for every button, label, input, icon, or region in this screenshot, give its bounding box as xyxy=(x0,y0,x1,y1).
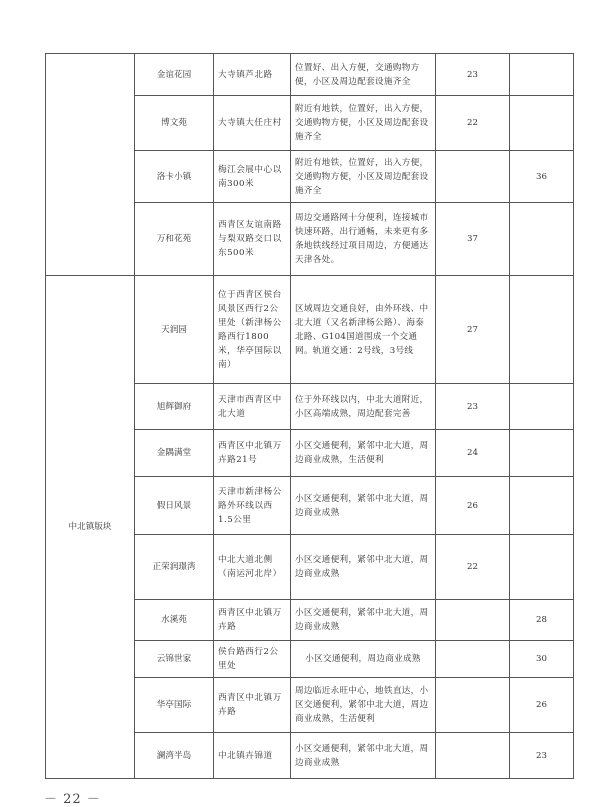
community-name: 旭辉御府 xyxy=(135,384,214,430)
location-cell: 中北大道北侧（南运河北岸） xyxy=(214,535,291,600)
community-name: 金谊花园 xyxy=(135,54,214,96)
value-b-cell xyxy=(510,535,574,600)
description-cell: 小区交通便利，紧邻中北大道，周边商业成熟 xyxy=(291,535,436,600)
value-a-cell: 27 xyxy=(436,276,510,384)
description-cell: 周边交通路网十分便利，连接城市快速环路，出行通畅，未来更有多条地铁线经过项目周边，方便通达天津各处。 xyxy=(291,203,436,276)
description-cell: 位于外环线以内，中北大道附近，小区高端成熟，周边配套完善 xyxy=(291,384,436,430)
value-b-cell: 23 xyxy=(510,733,574,779)
value-a-cell: 22 xyxy=(436,96,510,151)
description-cell: 小区交通便利，周边商业成熟 xyxy=(291,641,436,678)
value-a-cell xyxy=(436,678,510,733)
community-name: 博文苑 xyxy=(135,96,214,151)
value-a-cell: 37 xyxy=(436,203,510,276)
value-a-cell: 26 xyxy=(436,477,510,535)
location-cell: 大寺镇大任庄村 xyxy=(214,96,291,151)
location-cell: 位于西青区侯台风景区西行2公里处（新津杨公路西行1800米，华亭国际以南） xyxy=(214,276,291,384)
location-cell: 梅江会展中心以南300米 xyxy=(214,151,291,203)
page-number: － 22 － xyxy=(44,792,101,807)
value-a-cell: 23 xyxy=(436,384,510,430)
location-cell: 侯台路西行2公里处 xyxy=(214,641,291,678)
value-b-cell xyxy=(510,54,574,96)
community-name: 金隅满堂 xyxy=(135,430,214,477)
location-cell: 西青区中北镇万卉路21号 xyxy=(214,430,291,477)
description-cell: 附近有地铁，位置好，出入方便，交通购物方便，小区及周边配套设施齐全 xyxy=(291,151,436,203)
community-name: 假日风景 xyxy=(135,477,214,535)
community-name: 天润园 xyxy=(135,276,214,384)
community-name: 云锦世家 xyxy=(135,641,214,678)
description-cell: 小区交通便利，紧邻中北大道，周边商业成熟 xyxy=(291,733,436,779)
value-b-cell: 28 xyxy=(510,600,574,641)
value-b-cell: 30 xyxy=(510,641,574,678)
location-cell: 中北镇卉锦道 xyxy=(214,733,291,779)
location-cell: 西青区友谊南路与梨双路交口以东500米 xyxy=(214,203,291,276)
description-cell: 小区交通便利，紧邻中北大道，周边商业成熟 xyxy=(291,477,436,535)
community-name: 水溪苑 xyxy=(135,600,214,641)
location-cell: 大寺镇芦北路 xyxy=(214,54,291,96)
housing-price-table xyxy=(45,53,574,779)
value-b-cell xyxy=(510,276,574,384)
block-cell xyxy=(46,54,135,276)
description-cell: 位置好、出入方便，交通购物方便，小区及周边配套设施齐全 xyxy=(291,54,436,96)
value-a-cell xyxy=(436,600,510,641)
value-b-cell xyxy=(510,384,574,430)
value-b-cell: 36 xyxy=(510,151,574,203)
value-b-cell xyxy=(510,203,574,276)
description-cell: 小区交通便利，紧邻中北大道，周边商业成熟，生活便利 xyxy=(291,430,436,477)
community-name: 澜湾半岛 xyxy=(135,733,214,779)
block-cell: 中北镇版块 xyxy=(46,276,135,779)
table-row xyxy=(46,54,574,96)
table-row xyxy=(46,276,574,384)
value-b-cell xyxy=(510,96,574,151)
value-a-cell xyxy=(436,151,510,203)
description-cell: 附近有地铁，位置好，出入方便，交通购物方便，小区及周边配套设施齐全 xyxy=(291,96,436,151)
value-b-cell xyxy=(510,477,574,535)
location-cell: 天津市新津杨公路外环线以西1.5公里 xyxy=(214,477,291,535)
value-a-cell: 23 xyxy=(436,54,510,96)
value-a-cell: 24 xyxy=(436,430,510,477)
value-a-cell xyxy=(436,641,510,678)
value-b-cell: 26 xyxy=(510,678,574,733)
community-name: 万和花苑 xyxy=(135,203,214,276)
location-cell: 西青区中北镇万卉路 xyxy=(214,600,291,641)
description-cell: 周边临近永旺中心，地铁直达，小区交通便利，紧邻中北大道，周边商业成熟，生活便利 xyxy=(291,678,436,733)
value-a-cell: 22 xyxy=(436,535,510,600)
description-cell: 区域周边交通良好，由外环线、中北大道（又名新津杨公路）、海泰北路、G104国道围成一个交通网。轨道交通：2号线，3号线 xyxy=(291,276,436,384)
description-cell: 小区交通便利，紧邻中北大道，周边商业成熟 xyxy=(291,600,436,641)
location-cell: 天津市西青区中北大道 xyxy=(214,384,291,430)
community-name: 正荣润璟湾 xyxy=(135,535,214,600)
value-b-cell xyxy=(510,430,574,477)
location-cell: 西青区中北镇万卉路 xyxy=(214,678,291,733)
value-a-cell xyxy=(436,733,510,779)
community-name: 华亭国际 xyxy=(135,678,214,733)
community-name: 洛卡小镇 xyxy=(135,151,214,203)
